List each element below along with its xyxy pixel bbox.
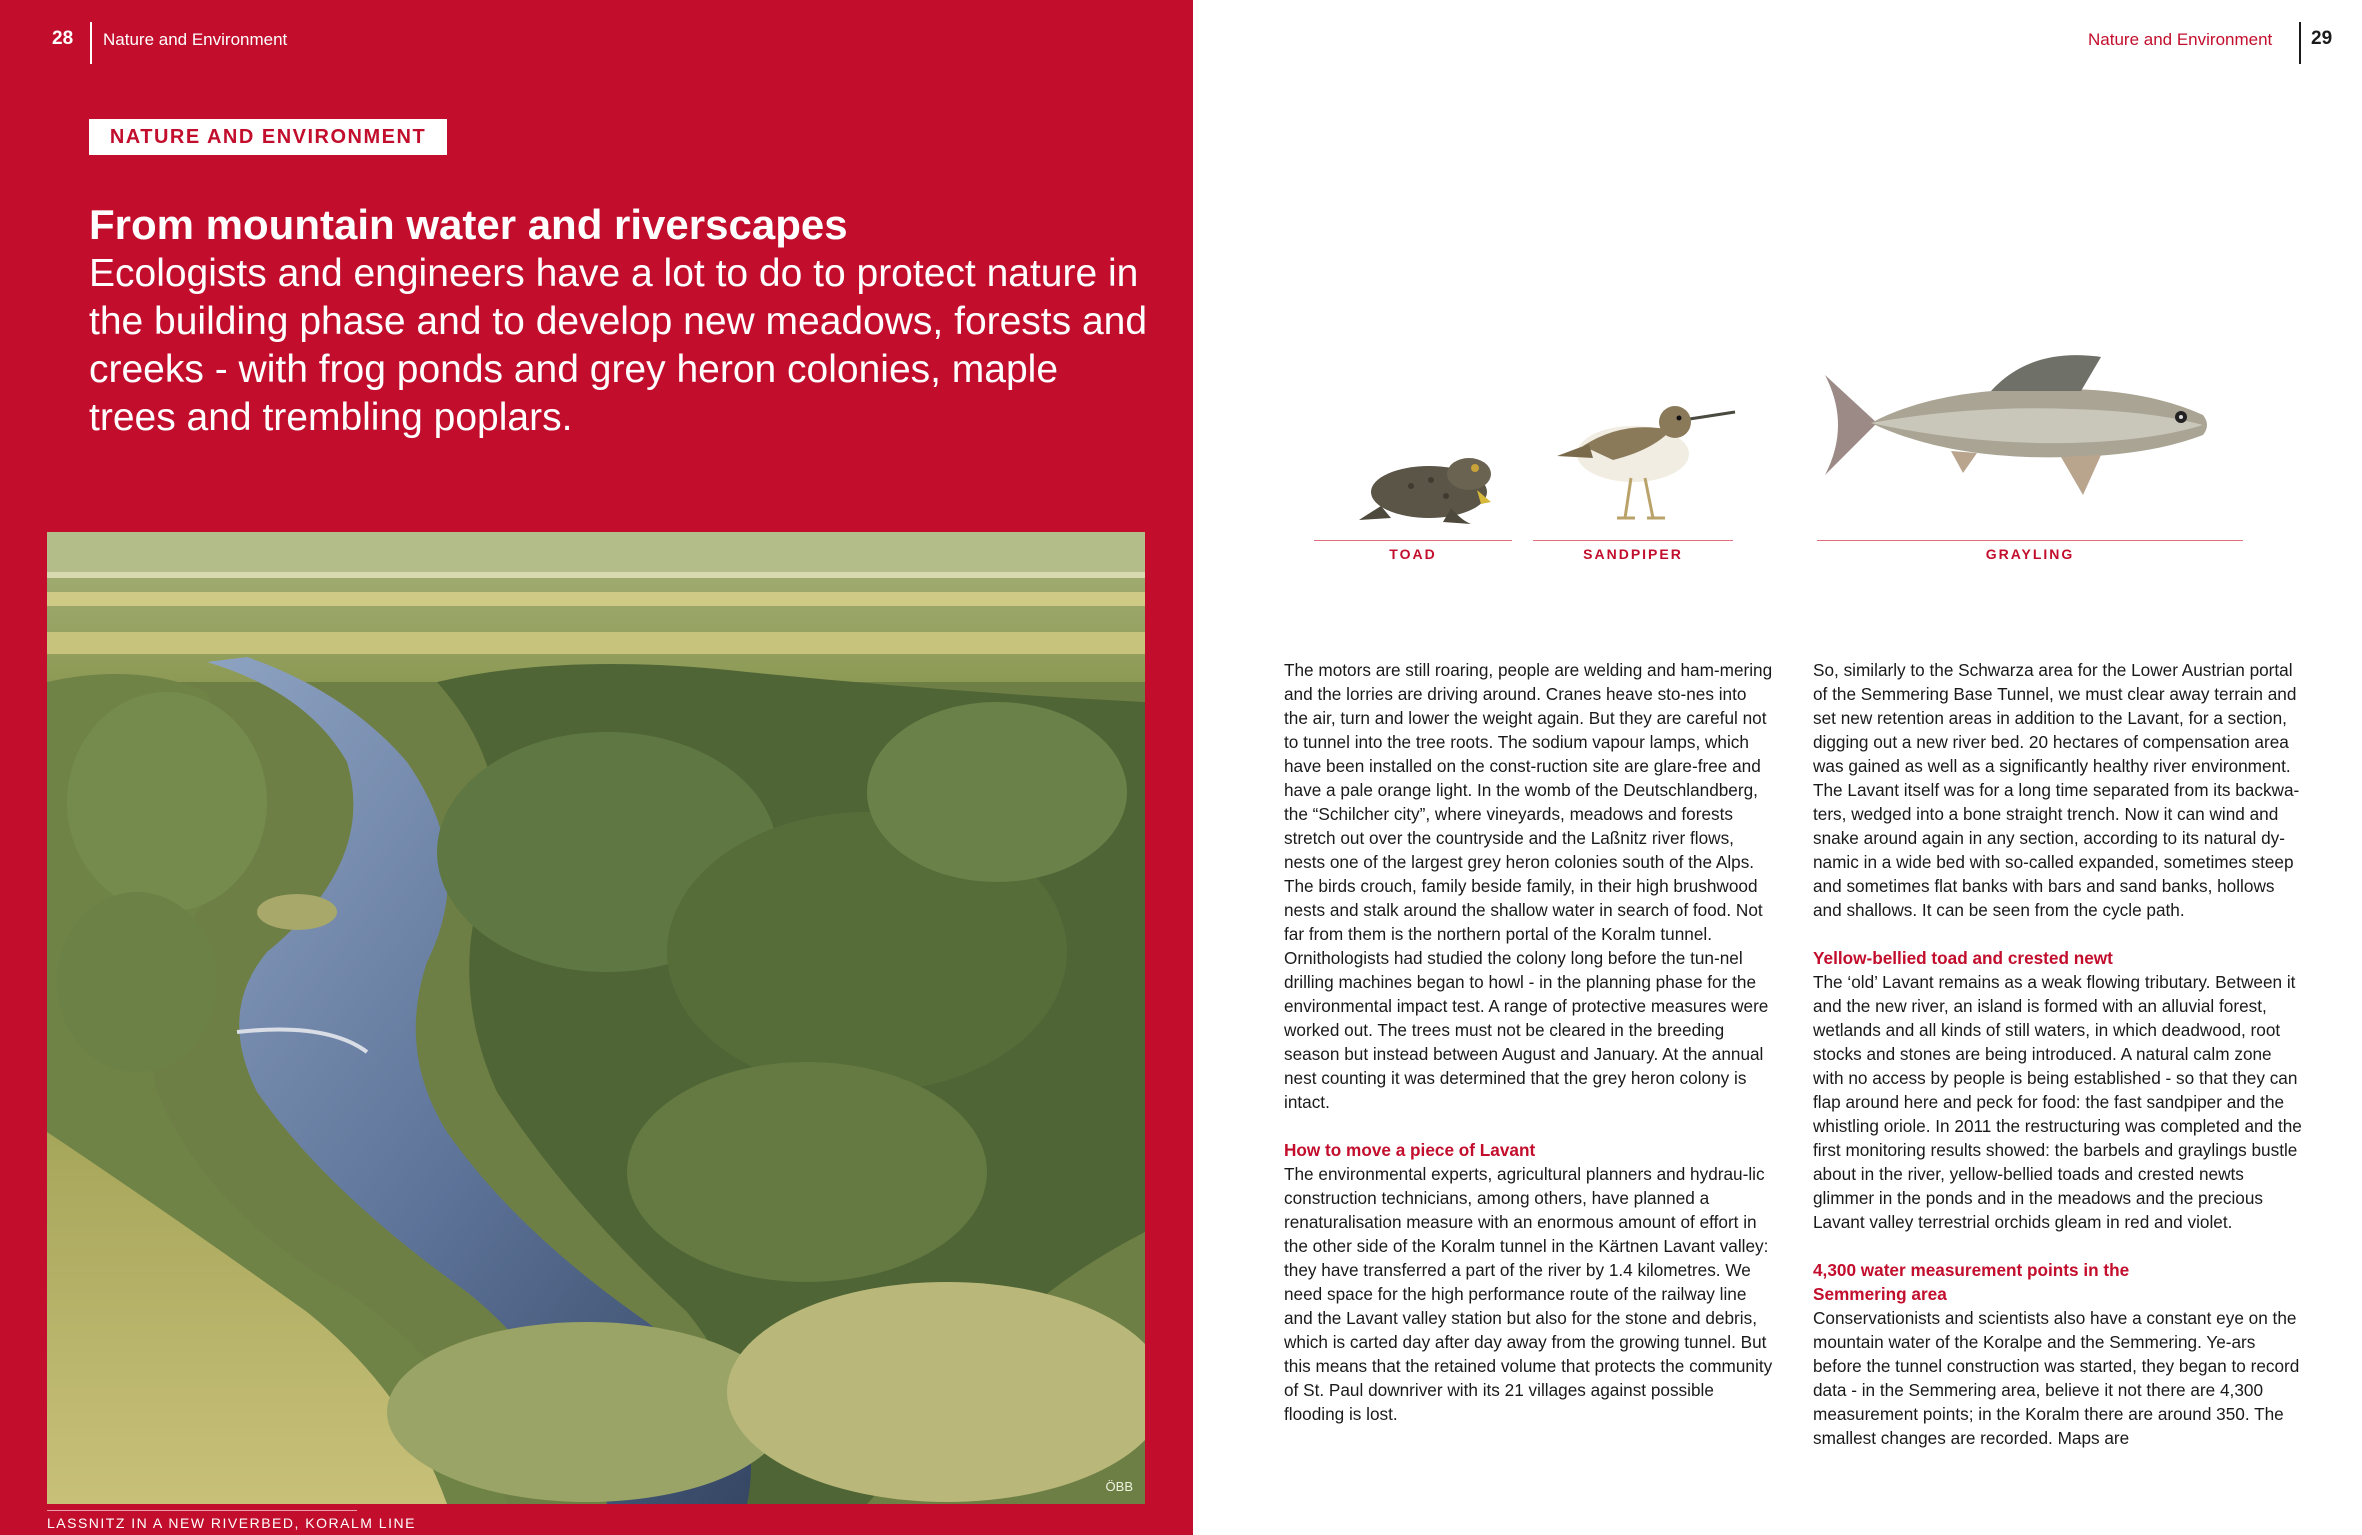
text-column-1 <box>1284 658 1774 1426</box>
toad-rule <box>1314 540 1512 541</box>
article-title: From mountain water and riverscapes <box>89 201 848 248</box>
page-number-right: 29 <box>2311 28 2333 49</box>
sandpiper-rule <box>1533 540 1733 541</box>
header-divider-left <box>90 22 92 64</box>
header-divider-right <box>2299 22 2301 64</box>
sandpiper-image <box>1553 390 1743 530</box>
river-photo <box>47 532 1145 1504</box>
text-column-2 <box>1813 658 2303 1450</box>
subheading: Yellow-bellied toad and crested newt <box>1813 948 2113 968</box>
running-head-left: Nature and Environment <box>103 30 288 49</box>
body-paragraph: The environmental experts, agricultural planners and hydrau-lic construction technicians, among others, have planned a renaturalisation measure with an enormous amount of effort in the other side of the Koralm tunnel in the Kärtnen Lavant valley: they have transferred a part of the river by 1.4 kilometres. We need space for the high performance route of the railway line and the Lavant valley station but also for the stone and debris, which is carted day after day away from the growing tunnel. But this means that the retained volume that protects the community of St. Paul downriver with its 21 villages against possible flooding is lost. <box>1284 1164 1773 1424</box>
sandpiper-label: SANDPIPER <box>1583 546 1683 562</box>
page-number-left: 28 <box>52 28 74 49</box>
section-tag: NATURE AND ENVIRONMENT <box>89 119 447 155</box>
grayling-label: GRAYLING <box>1985 546 2075 562</box>
body-paragraph: The motors are still roaring, people are welding and ham-mering and the lorries are driving around. Cranes heave sto-nes into the air, turn and lower the weight again. But they are careful not to tunnel into the tree roots. The sodium vapour lamps, which have been installed on the const-ruction site are glare-free and have a pale orange light. In the womb of the Deutschlandberg, the “Schilcher city”, where vineyards, meadows and forests stretch out over the countryside and the Laßnitz river flows, nests one of the largest grey heron colonies south of the Alps. The birds crouch, family beside family, in their high brushwood nests and stalk around the shallow water in search of food. Not far from them is the northern portal of the Koralm tunnel. Ornithologists had studied the colony long before the tun-nel drilling machines began to howl - in the planning phase for the environmental impact test. A range of protective measures were worked out. The trees must not be cleared in the breeding season but instead between August and January. At the annual nest counting it was determined that the grey heron colony is intact. <box>1284 660 1773 1112</box>
grayling-image <box>1821 345 2221 505</box>
subheading: 4,300 water measurement points in the Semmering area <box>1813 1260 2130 1304</box>
article-deck: Ecologists and engineers have a lot to do to protect nature in the building phase and to develop new meadows, forests and creeks - with frog ponds and grey heron colonies, maple trees and trembling poplars. <box>89 252 1148 439</box>
grayling-rule <box>1817 540 2243 541</box>
caption-rule <box>47 1510 357 1511</box>
toad-label: TOAD <box>1389 546 1437 562</box>
subheading: How to move a piece of Lavant <box>1284 1140 1536 1160</box>
toad-image <box>1351 440 1511 530</box>
body-paragraph: The ‘old’ Lavant remains as a weak flowing tributary. Between it and the new river, an island is formed with an alluvial forest, wetlands and all kinds of still waters, in which deadwood, root stocks and stones are being introduced. A natural calm zone with no access by people is being established - so that they can flap around here and peck for food: the fast sandpiper and the whistling oriole. In 2011 the restructuring was completed and the first monitoring results showed: the barbels and graylings bustle about in the river, yellow-bellied toads and crested newts glimmer in the ponds and in the meadows and the precious Lavant valley terrestrial orchids gleam in red and violet. <box>1813 972 2302 1232</box>
photo-caption: LASSNITZ IN A NEW RIVERBED, KORALM LINE <box>47 1515 416 1531</box>
photo-credit: ÖBB <box>1105 1479 1133 1494</box>
right-page <box>1193 0 2362 1535</box>
running-head-right: Nature and Environment <box>2088 30 2273 49</box>
river-landscape-image <box>47 532 1145 1504</box>
body-paragraph: So, similarly to the Schwarza area for the Lower Austrian portal of the Semmering Base Tunnel, we must clear away terrain and set new retention areas in addition to the Lavant, for a section, digging out a new river bed. 20 hectares of compensation area was gained as well as a significantly healthy river environment. The Lavant itself was for a long time separated from its backwa-ters, wedged into a bone straight trench. Now it can wind and snake around again in any section, according to its natural dy-namic in a wide bed with so-called expanded, sometimes steep and sometimes flat banks with bars and sand banks, hollows and shallows. It can be seen from the cycle path. <box>1813 660 2300 920</box>
body-paragraph: Conservationists and scientists also have a constant eye on the mountain water of the Koralpe and the Semmering. Ye-ars before the tunnel construction was started, they began to record data - in the Semmering area, believe it not there are 4,300 measurement points; in the Koralm there are around 350. The smallest changes are recorded. Maps are <box>1813 1308 2300 1448</box>
